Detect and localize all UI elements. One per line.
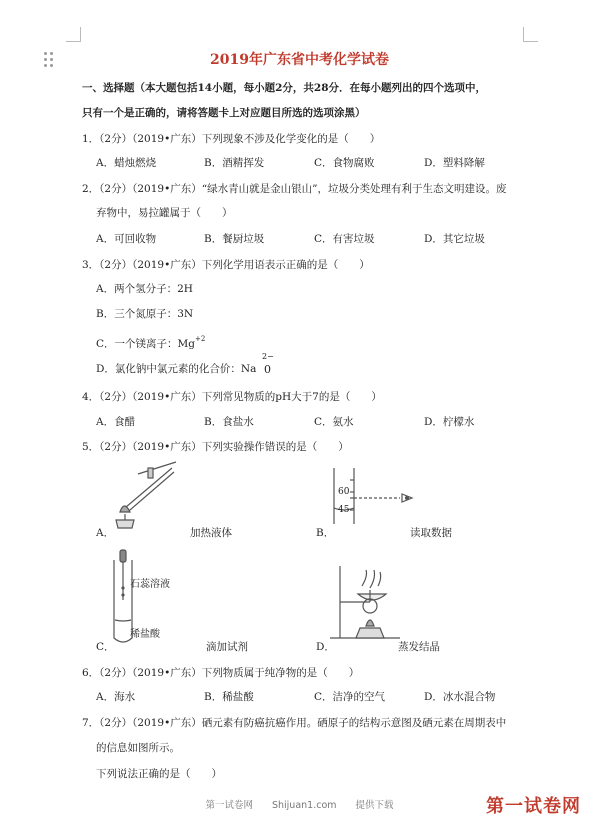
- q6-option-d: D．冰水混合物: [424, 691, 496, 703]
- q5-c-tag-acid: 稀盐酸: [130, 629, 160, 640]
- q6-option-a: A．海水: [96, 691, 136, 703]
- q5-option-d-letter: D．: [316, 641, 335, 653]
- q5-option-a-letter: A．: [96, 527, 115, 539]
- q3-option-c-text: C．一个镁离子：Mg: [96, 338, 196, 350]
- page-title: 2019年广东省中考化学试卷: [210, 52, 389, 68]
- q3-option-d-valence: 2−: [262, 352, 274, 361]
- q3-option-d-element: 0: [264, 363, 271, 376]
- q6-option-b: B．稀盐酸: [204, 691, 254, 703]
- q7-stem-line1: 7．（2分）（2019•广东）硒元素有防癌抗癌作用。硒原子的结构示意图及硒元素在周期表中: [82, 717, 507, 729]
- page-corner-top-left: [66, 27, 81, 42]
- site-logo: 第一试卷网: [486, 796, 581, 817]
- q3-option-c: [96, 332, 205, 351]
- q1-stem: 1．（2分）（2019•广东）下列现象不涉及化学变化的是（ ）: [82, 133, 381, 145]
- page-corner-top-right: [523, 27, 538, 42]
- q3-option-b: B．三个氮原子：3N: [96, 308, 194, 320]
- q6-option-c: C．洁净的空气: [314, 691, 386, 703]
- q2-option-d: D．其它垃圾: [424, 233, 485, 245]
- heating-liquid-illustration: [108, 462, 188, 532]
- q5-c-tag-litmus: 石蕊溶液: [130, 579, 170, 590]
- q1-option-d: D．塑料降解: [424, 157, 485, 169]
- section-heading-line1: 一、选择题（本大题包括14小题，每小题2分，共28分．在每小题列出的四个选项中，: [82, 82, 487, 94]
- q3-option-c-charge: +2: [195, 335, 206, 343]
- q4-option-b: B．食盐水: [204, 416, 254, 428]
- q4-stem: 4．（2分）（2019•广东）下列常见物质的pH大于7的是（ ）: [82, 391, 382, 403]
- q5-option-c-letter: C．: [96, 641, 115, 653]
- q7-stem-line3: 下列说法正确的是（ ）: [96, 768, 222, 780]
- q3-option-d-text: D．氯化钠中氯元素的化合价：Na: [96, 363, 257, 375]
- q2-option-c: C．有害垃圾: [314, 233, 375, 245]
- evaporation-illustration: [330, 566, 410, 644]
- q5-option-a-label: 加热液体: [190, 527, 232, 539]
- q5-stem: 5．（2分）（2019•广东）下列实验操作错误的是（ ）: [82, 441, 349, 453]
- q2-stem-line2: 弃物中，易拉罐属于（ ）: [96, 207, 233, 219]
- q3-option-a: A．两个氢分子：2H: [96, 283, 193, 295]
- q2-stem-line1: 2．（2分）（2019•广东）“绿水青山就是金山银山”，垃圾分类处理有利于生态文明建设。废: [82, 183, 507, 195]
- section-heading-line2: 只有一个是正确的，请将答题卡上对应题目所选的选项涂黑）: [82, 107, 366, 119]
- q2-option-b: B．餐厨垃圾: [204, 233, 265, 245]
- q3-stem: 3．（2分）（2019•广东）下列化学用语表示正确的是（ ）: [82, 259, 370, 271]
- q1-option-a: A．蜡烛燃烧: [96, 157, 157, 169]
- graduated-cylinder-illustration: [330, 468, 430, 526]
- q6-stem: 6．（2分）（2019•广东）下列物质属于纯净物的是（ ）: [82, 667, 360, 679]
- q1-option-c: C．食物腐败: [314, 157, 375, 169]
- q5-option-d-label: 蒸发结晶: [398, 641, 440, 653]
- q5-option-b-letter: B．: [316, 527, 335, 539]
- q4-option-d: D．柠檬水: [424, 416, 475, 428]
- page-footer: 第一试卷网 Shijuan1.com 提供下载: [205, 800, 394, 811]
- q5-option-c-label: 滴加试剂: [206, 641, 248, 653]
- q2-option-a: A．可回收物: [96, 233, 157, 245]
- q4-option-c: C．氨水: [314, 416, 354, 428]
- q5-option-b-label: 读取数据: [410, 527, 452, 539]
- q7-stem-line2: 的信息如图所示。: [96, 742, 180, 754]
- cylinder-tick-60: 60: [338, 487, 350, 497]
- q1-option-b: B．酒精挥发: [204, 157, 265, 169]
- q4-option-a: A．食醋: [96, 416, 136, 428]
- cylinder-tick-45: 45: [338, 505, 350, 515]
